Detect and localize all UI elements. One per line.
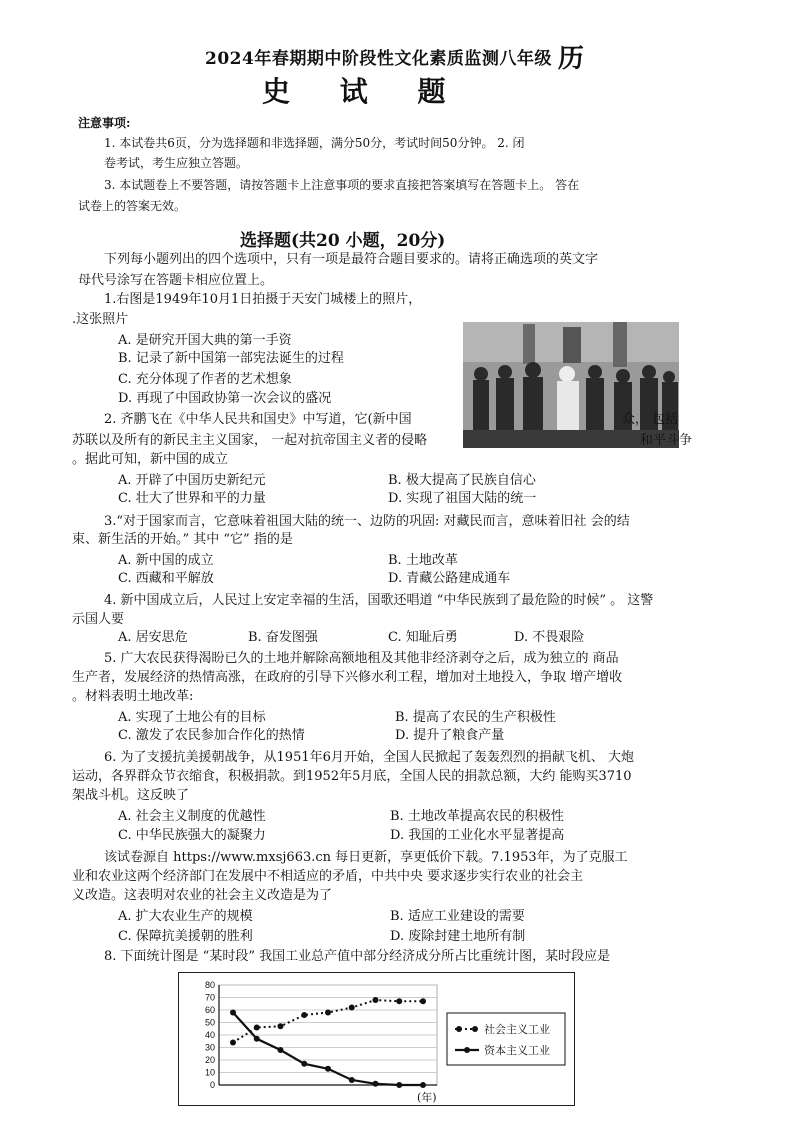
legend-socialist-label: 社会主义工业: [484, 1023, 550, 1036]
series-capitalist-point: [349, 1077, 355, 1083]
q3-option-a: A. 新中国的成立: [118, 553, 214, 568]
q1-option-d: D. 再现了中国政协第一次会议的盛况: [118, 391, 332, 406]
series-socialist-point: [349, 1005, 355, 1011]
q5-option-b: B. 提高了农民的生产积极性: [395, 710, 556, 725]
series-socialist-point: [420, 998, 426, 1004]
notice-item-3a: 3. 本试题卷上不要答题，请按答题卡上注意事项的要求直接把答案填写在答题卡上。 答在: [104, 178, 580, 192]
q1-option-c: C. 充分体现了作者的艺术想象: [118, 372, 292, 387]
q7-line-1: 该试卷源自 https://www.mxsj663.cn 每日更新，享更低价下载。7.1953年，为了克服工: [104, 850, 628, 865]
chart-y-tick-label: 60: [204, 1005, 215, 1015]
q2-line-2b: 和平斗争: [640, 433, 693, 448]
series-capitalist-point: [278, 1047, 284, 1053]
q2-option-b: B. 极大提高了民族自信心: [388, 473, 536, 488]
exam-title-line2: 史 试 题: [262, 75, 466, 108]
q3-option-b: B. 土地改革: [388, 553, 458, 568]
q7-line-2: 业和农业这两个经济部门在发展中不相适应的矛盾，中共中央 要求逐步实行农业的社会主: [72, 869, 584, 884]
q2-option-a: A. 开辟了中国历史新纪元: [118, 473, 266, 488]
q6-line-3: 架战斗机。这反映了: [72, 788, 190, 803]
q2-line-3: 。据此可知，新中国的成立: [72, 452, 229, 467]
q8-line-1: 8. 下面统计图是 “某时段” 我国工业总产值中部分经济成分所占比重统计图，某时段应是: [104, 949, 611, 964]
exam-title-text: 2024年春期期中阶段性文化素质监测八年级: [205, 49, 552, 69]
legend-socialist-marker: [456, 1026, 462, 1032]
series-capitalist-point: [254, 1036, 260, 1042]
q2-option-d: D. 实现了祖国大陆的统一: [388, 491, 537, 506]
series-socialist-point: [373, 997, 379, 1003]
industry-share-chart: [178, 972, 575, 1106]
q4-option-b: B. 奋发图强: [248, 630, 318, 645]
q7-option-d: D. 废除封建土地所有制: [390, 929, 526, 944]
series-capitalist-line: [233, 1013, 423, 1086]
chart-x-label: (年): [417, 1091, 437, 1104]
section-title: 选择题(共20 小题，20分): [240, 231, 446, 251]
q5-line-3: 。材料表明土地改革:: [72, 689, 194, 704]
q3-line-1: 3.“对于国家而言，它意味着祖国大陆的统一、边防的巩固: 对藏民而言，意味着旧社 会的结: [104, 514, 630, 529]
q3-option-c: C. 西藏和平解放: [118, 571, 214, 586]
series-socialist-point: [301, 1012, 307, 1018]
notice-item-1b: 卷考试，考生应独立答题。: [104, 156, 249, 170]
series-socialist-point: [254, 1025, 260, 1031]
notice-item-3b: 试卷上的答案无效。: [78, 199, 187, 213]
series-socialist-point: [396, 998, 402, 1004]
q1-option-b: B. 记录了新中国第一部宪法诞生的过程: [118, 351, 344, 366]
series-capitalist-point: [325, 1066, 331, 1072]
q1-stem-2: .这张照片: [72, 312, 129, 327]
q2-option-c: C. 壮大了世界和平的力量: [118, 491, 266, 506]
q3-option-d: D. 青藏公路建成通车: [388, 571, 511, 586]
section-intro-1: 下列每小题列出的四个选项中，只有一项是最符合题目要求的。请将正确选项的英文字: [104, 252, 599, 267]
q4-option-c: C. 知耻后勇: [388, 630, 458, 645]
chart-y-tick-label: 0: [209, 1080, 215, 1090]
q3-line-2: 束、新生活的开始。” 其中 “它” 指的是: [72, 532, 293, 547]
q6-option-d: D. 我国的工业化水平显著提高: [390, 828, 565, 843]
q2-line-2a: 苏联以及所有的新民主主义国家， 一起对抗帝国主义者的侵略: [72, 433, 428, 448]
chart-y-tick-label: 10: [204, 1067, 215, 1078]
legend-capitalist-label: 资本主义工业: [484, 1044, 550, 1057]
q6-option-b: B. 土地改革提高农民的积极性: [390, 809, 564, 824]
q4-option-d: D. 不畏艰险: [514, 630, 585, 645]
q7-option-b: B. 适应工业建设的需要: [390, 909, 525, 924]
q5-option-c: C. 激发了农民参加合作化的热情: [118, 728, 305, 743]
notice-title: 注意事项:: [78, 116, 131, 130]
q7-line-3: 义改造。这表明对农业的社会主义改造是为了: [72, 888, 333, 903]
series-socialist-point: [278, 1023, 284, 1029]
chart-legend-box: [447, 1013, 565, 1065]
series-capitalist-point: [230, 1010, 236, 1016]
q4-line-2: 示国人要: [72, 612, 125, 627]
founding-ceremony-photo: [463, 322, 679, 448]
q6-option-c: C. 中华民族强大的凝聚力: [118, 828, 266, 843]
series-capitalist-point: [420, 1082, 426, 1088]
q5-option-d: D. 提升了粮食产量: [395, 728, 505, 743]
q4-line-1: 4. 新中国成立后，人民过上安定幸福的生活，国歌还唱道 “中华民族到了最危险的时候” 。 这警: [104, 593, 654, 608]
chart-y-tick-label: 40: [204, 1030, 215, 1040]
notice-item-1a: 1. 本试卷共6页，分为选择题和非选择题，满分50分，考试时间50分钟。 2. 闭: [104, 136, 525, 150]
q7-option-a: A. 扩大农业生产的规模: [118, 909, 253, 924]
q5-line-2: 生产者，发展经济的热情高涨，在政府的引导下兴修水利工程，增加对土地投入，争取 增产增收: [72, 670, 623, 685]
chart-y-tick-label: 80: [204, 980, 215, 990]
q1-option-a: A. 是研究开国大典的第一手资: [118, 333, 292, 348]
section-intro-2: 母代号涂写在答题卡相应位置上。: [78, 273, 274, 288]
series-socialist-point: [325, 1010, 331, 1016]
q6-option-a: A. 社会主义制度的优越性: [118, 809, 266, 824]
chart-y-tick-label: 50: [204, 1017, 215, 1028]
q2-line-1a: 2. 齐鹏飞在《中华人民共和国史》中写道，它(新中国: [104, 412, 412, 427]
series-capitalist-point: [301, 1061, 307, 1067]
q7-option-c: C. 保障抗美援朝的胜利: [118, 929, 253, 944]
series-capitalist-point: [373, 1081, 379, 1087]
series-socialist-line: [233, 1000, 423, 1043]
chart-svg: [179, 973, 574, 1105]
legend-socialist-marker: [472, 1026, 478, 1032]
series-socialist-point: [230, 1040, 236, 1046]
q5-option-a: A. 实现了土地公有的目标: [118, 710, 266, 725]
q1-stem-1: 1.右图是1949年10月1日拍摄于天安门城楼上的照片，: [104, 292, 422, 307]
q5-line-1: 5. 广大农民获得渴盼已久的土地并解除高额地租及其他非经济剥夺之后，成为独立的 商品: [104, 651, 619, 666]
q2-line-1b: 众， 包括: [622, 412, 679, 427]
chart-y-tick-label: 20: [204, 1055, 215, 1065]
chart-y-tick-label: 70: [204, 992, 215, 1003]
series-capitalist-point: [396, 1082, 402, 1088]
legend-capitalist-marker: [464, 1047, 470, 1053]
chart-y-tick-label: 30: [204, 1042, 215, 1053]
q6-line-1: 6. 为了支援抗美援朝战争，从1951年6月开始，全国人民掀起了轰轰烈烈的捐献飞机、 大炮: [104, 750, 635, 765]
q6-line-2: 运动，各界群众节衣缩食，积极捐款。到1952年5月底，全国人民的捐款总额，大约 能购买3710: [72, 769, 632, 784]
exam-title-subject: 历: [557, 44, 585, 74]
q4-option-a: A. 居安思危: [118, 630, 188, 645]
